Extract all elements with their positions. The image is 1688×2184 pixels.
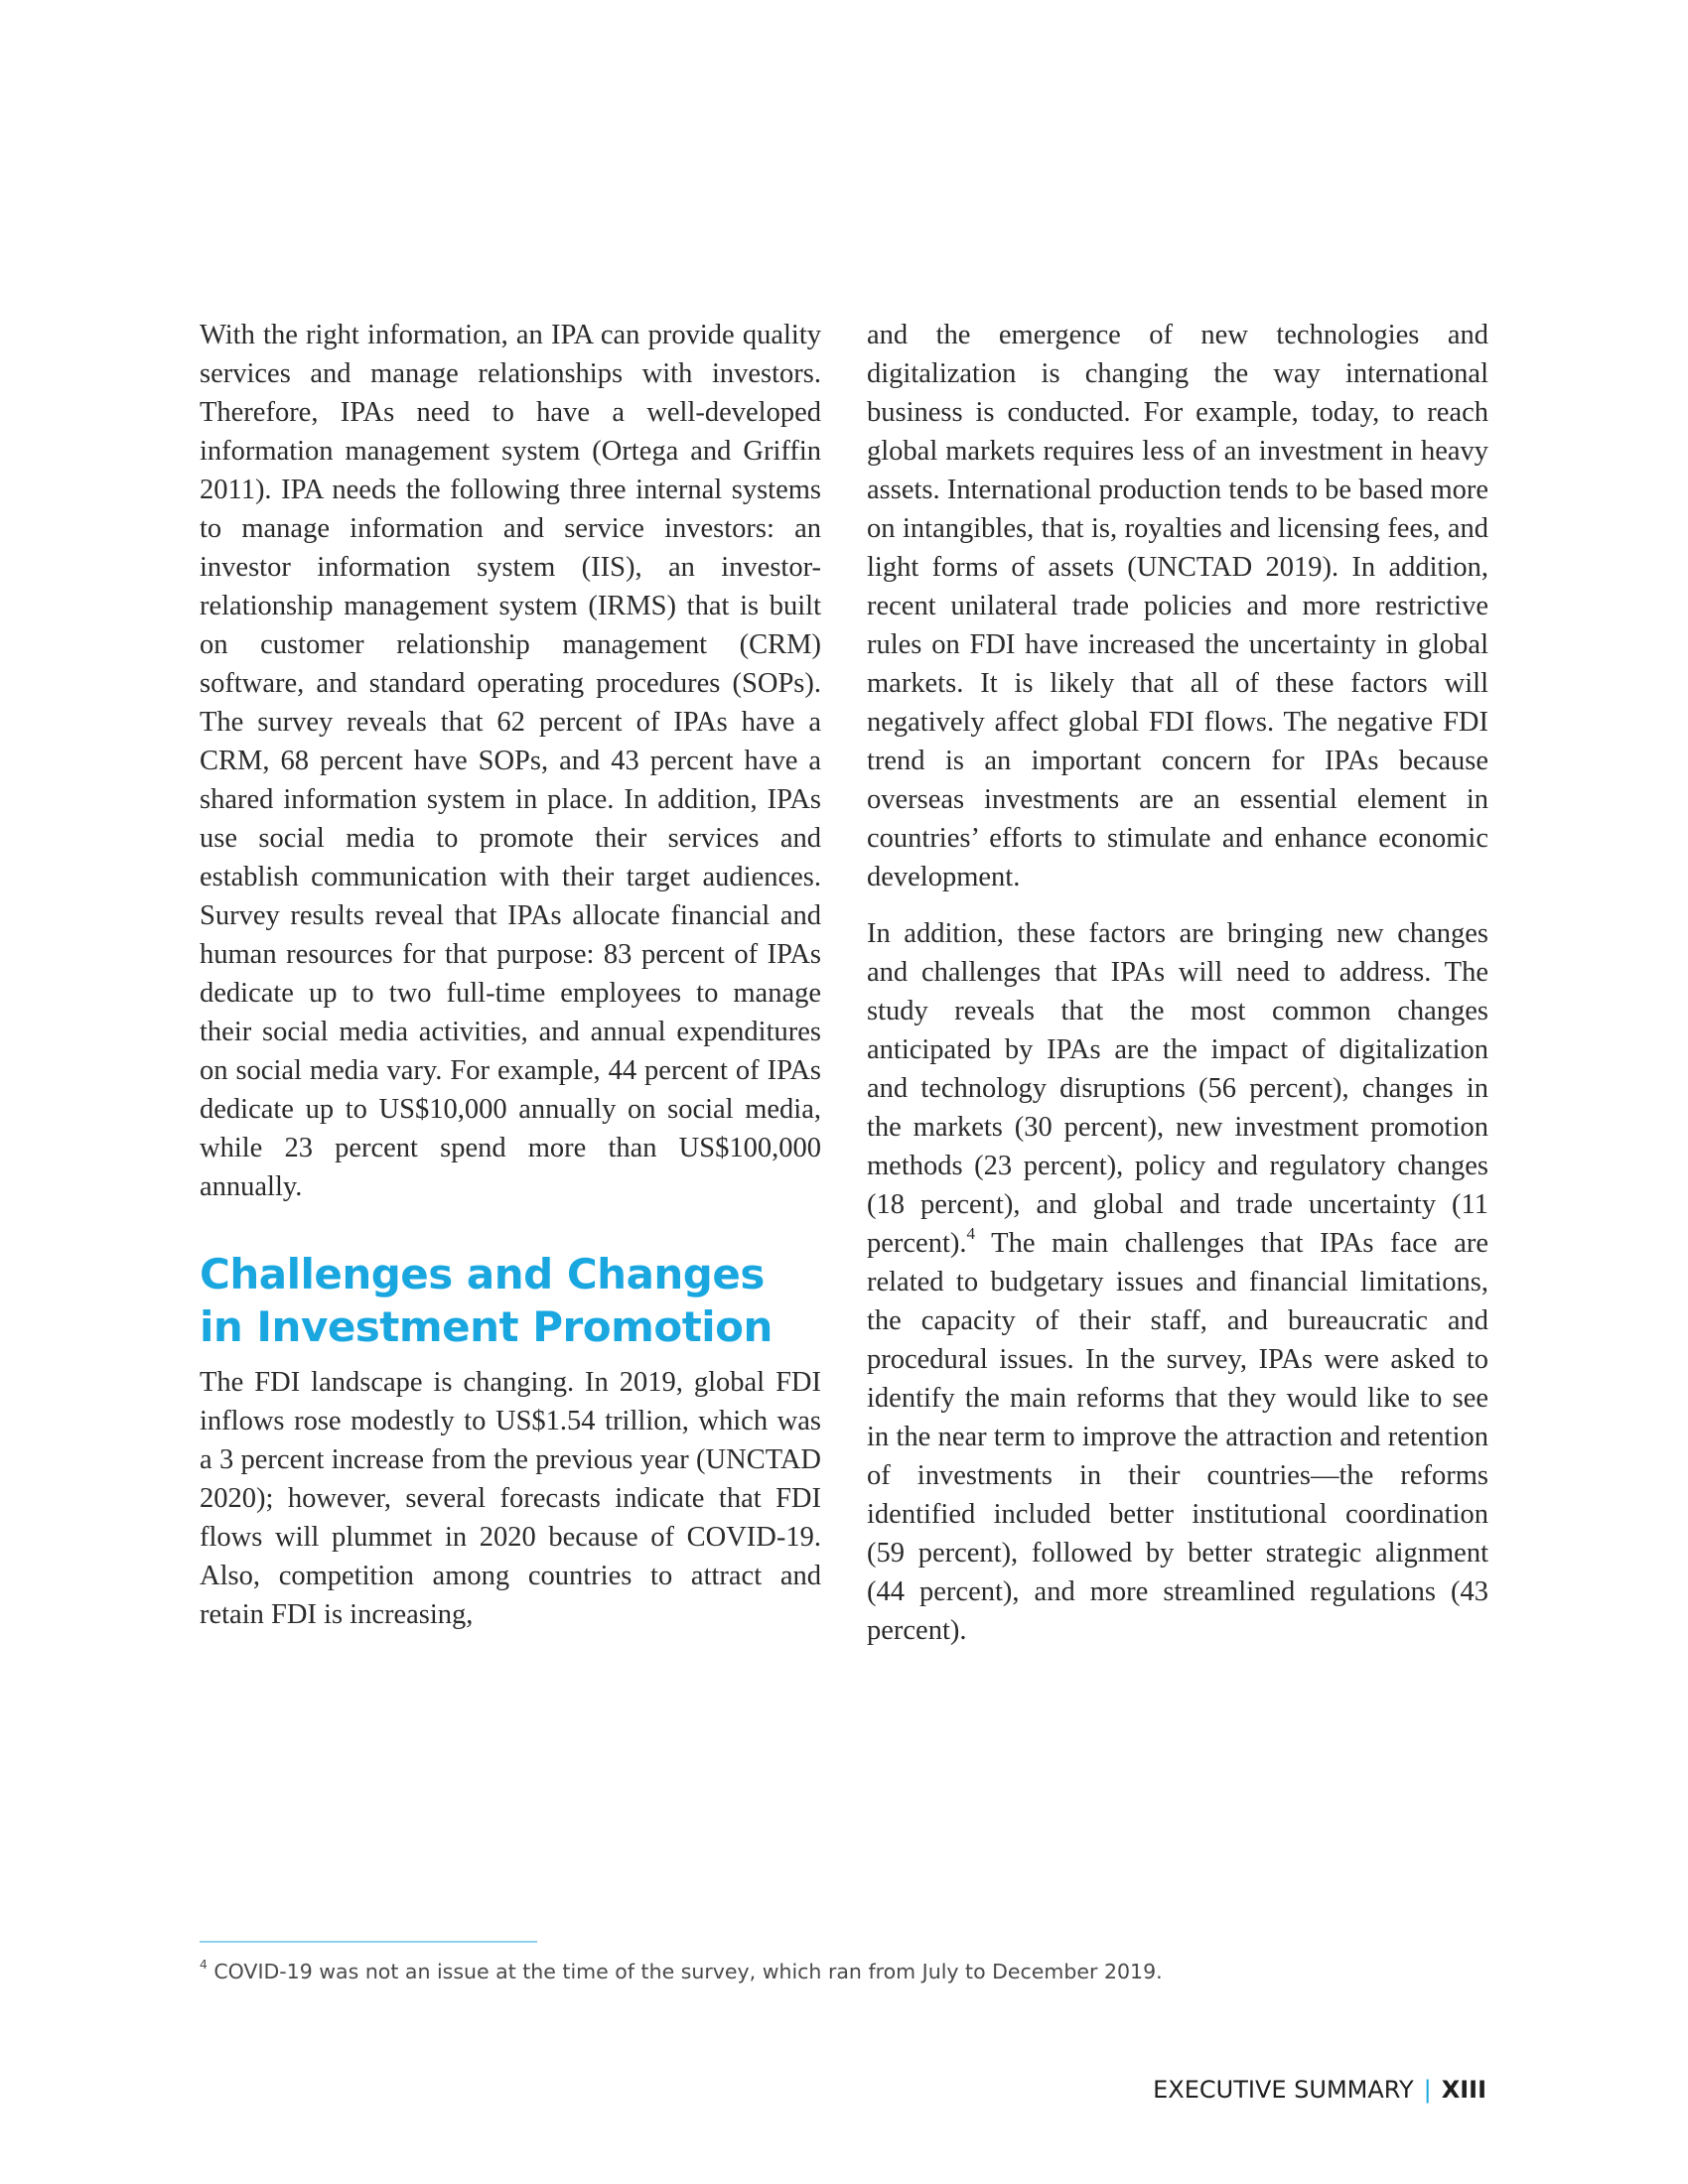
left-column <box>200 316 821 1634</box>
footnote-divider <box>200 1941 537 1943</box>
footnote <box>200 1958 1490 1985</box>
body-paragraph: The FDI landscape is changing. In 2019, global FDI inflows rose modestly to US$1.54 trillion, which was a 3 percent increase from the previous year (UNCTAD 2020); however, several forecasts indicate that FDI flows will plummet in 2020 because of COVID-19. Also, competition among countries to attract and retain FDI is increasing, <box>200 1367 821 1630</box>
running-footer <box>1153 2075 1486 2105</box>
section-heading: Challenges and Changes in Investment Promotion <box>200 1250 773 1351</box>
footnote-reference[interactable]: 4 <box>966 1223 976 1243</box>
right-column <box>867 316 1488 1650</box>
body-paragraph: With the right information, an IPA can provide quality services and manage relationships with investors. Therefore, IPAs need to have a well-developed information management system (Ortega and Griffin 2011). IPA needs the following three internal systems to manage information and service investors: an investor information system (IIS), an investor-relationship management system (IRMS) that is built on customer relationship management (CRM) software, and standard operating procedures (SOPs). The survey reveals that 62 percent of IPAs have a CRM, 68 percent have SOPs, and 43 percent have a shared information system in place. In addition, IPAs use social media to promote their services and establish communication with their target audiences. Survey results reveal that IPAs allocate financial and human resources for that purpose: 83 percent of IPAs dedicate up to two full-time employees to manage their social media activities, and annual expenditures on social media vary. For example, 44 percent of IPAs dedicate up to US$10,000 annually on social media, while 23 percent spend more than US$100,000 annually. <box>200 320 821 1202</box>
footnote-text: COVID-19 was not an issue at the time of the survey, which ran from July to December 2019. <box>207 1960 1163 1983</box>
footnote-number: 4 <box>200 1958 208 1973</box>
page-number: XIII <box>1441 2076 1486 2104</box>
footer-section-title: EXECUTIVE SUMMARY <box>1153 2076 1414 2104</box>
body-paragraph <box>867 914 1488 1650</box>
body-paragraph: and the emergence of new technologies and digitalization is changing the way international business is conducted. For example, today, to reach global markets requires less of an investment in heavy assets. International production tends to be based more on intangibles, that is, royalties and licensing fees, and light forms of assets (UNCTAD 2019). In addition, recent unilateral trade policies and more restrictive rules on FDI have increased the uncertainty in global markets. It is likely that all of these factors will negatively affect global FDI flows. The negative FDI trend is an important concern for IPAs because overseas investments are an essential element in countries’ efforts to stimulate and enhance economic development. <box>867 320 1488 892</box>
body-text: The main challenges that IPAs face are related to budgetary issues and financial limitations, the capacity of their staff, and bureaucratic and procedural issues. In the survey, IPAs were asked to identify the main reforms that they would like to see in the near term to improve the attraction and retention of investments in their countries—the reforms identified included better institutional coordination (59 percent), followed by better strategic alignment (44 percent), and more streamlined regulations (43 percent). <box>867 1228 1488 1646</box>
body-text: In addition, these factors are bringing new changes and challenges that IPAs will need to address. The study reveals that the most common changes anticipated by IPAs are the impact of digitalization and technology disruptions (56 percent), changes in the markets (30 percent), new investment promotion methods (23 percent), policy and regulatory changes (18 percent), and global and trade uncertainty (11 percent). <box>867 918 1488 1259</box>
footer-separator: | <box>1423 2076 1432 2104</box>
